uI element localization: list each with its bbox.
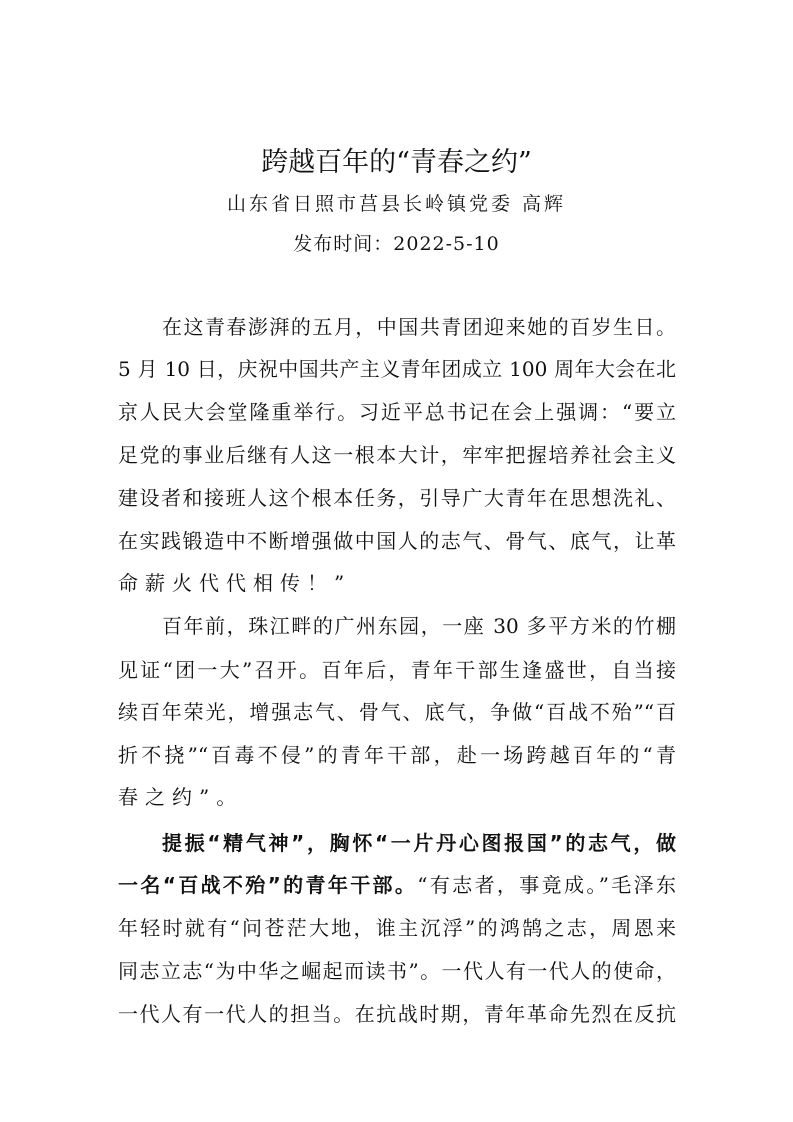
text-line: 折不挠”“百毒不侵”的青年干部，赴一场跨越百年的“青 xyxy=(118,743,676,767)
text-line: 命薪火代代相传！” xyxy=(118,571,352,595)
text-segment: “有志者，事竟成。”毛泽东 xyxy=(417,873,676,897)
text-line: 在实践锻造中不断增强做中国人的志气、骨气、底气，让革 xyxy=(118,529,676,553)
text-line xyxy=(118,872,676,898)
text-line: 建设者和接班人这个根本任务，引导广大青年在思想洗礼、 xyxy=(118,486,676,510)
text-line: 年轻时就有“问苍茫大地，谁主沉浮”的鸿鹄之志，周恩来 xyxy=(118,916,676,940)
text-line: 5 月 10 日，庆祝中国共产主义青年团成立 100 周年大会在北 xyxy=(118,357,676,381)
text-line: 一代人有一代人的担当。在抗战时期，青年革命先烈在反抗 xyxy=(118,1002,676,1026)
publish-date: 发布时间：2022-5-10 xyxy=(293,233,500,255)
text-line: 同志立志“为中华之崛起而读书”。一代人有一代人的使命， xyxy=(118,959,676,983)
text-line: 在这青春澎湃的五月，中国共青团迎来她的百岁生日。 xyxy=(162,315,676,339)
text-line: 春之约”。 xyxy=(118,785,244,809)
text-line: 足党的事业后继有人这一根本大计，牢牢把握培养社会主义 xyxy=(118,443,676,467)
bold-heading-line: 提振“精气神”，胸怀“一片丹心图报国”的志气，做 xyxy=(162,831,676,855)
text-line: 百年前，珠江畔的广州东园，一座 30 多平方米的竹棚 xyxy=(162,614,676,638)
author-line: 山东省日照市莒县长岭镇党委 高辉 xyxy=(226,193,567,215)
bold-heading-tail: 一名“百战不殆”的青年干部。 xyxy=(118,873,418,897)
article-title: 跨越百年的“青春之约” xyxy=(261,147,532,178)
text-line: 续百年荣光，增强志气、骨气、底气，争做“百战不殆”“百 xyxy=(118,700,676,724)
text-line: 见证“团一大”召开。百年后，青年干部生逢盛世，自当接 xyxy=(118,658,676,682)
text-line: 京人民大会堂隆重举行。习近平总书记在会上强调：“要立 xyxy=(118,400,676,424)
